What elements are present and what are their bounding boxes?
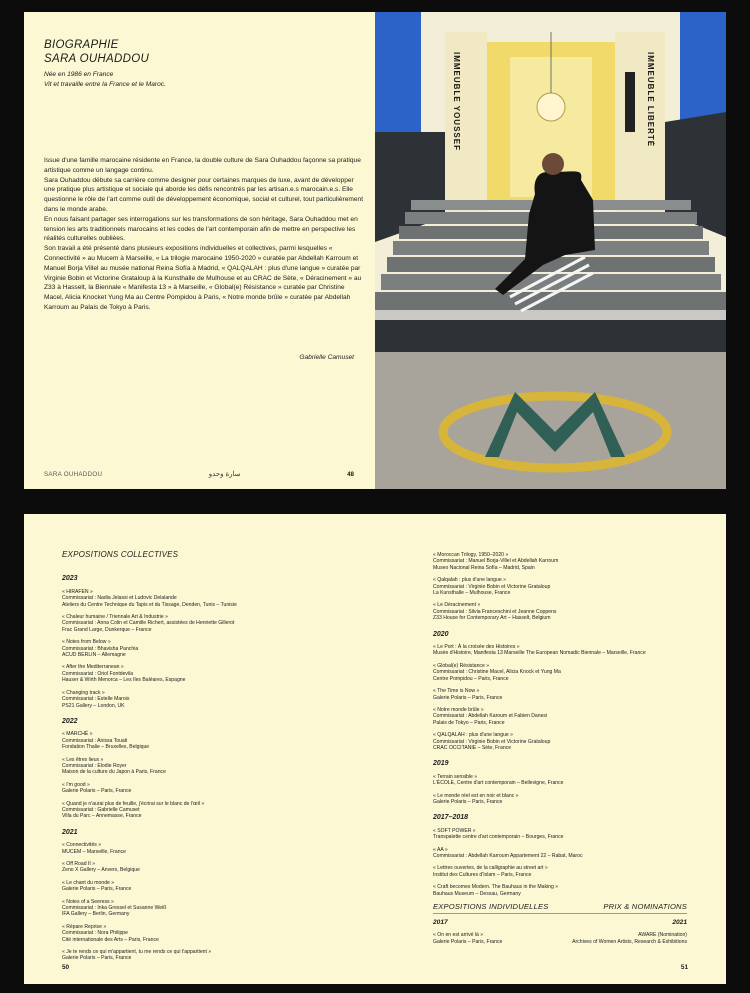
entry-title: « Notre monde brûle » [433, 706, 484, 713]
year-heading: 2017–2018 [433, 814, 469, 822]
collective-right-column [433, 552, 733, 903]
entry-line: ACUD BERLIN – Allemagne [62, 652, 126, 659]
entry-title: « Le monde réel est en noir et blanc » [433, 792, 519, 799]
entry-title: « MARCHÉ » [62, 731, 93, 738]
year-heading: 2022 [62, 717, 78, 725]
exhibition-entry [62, 949, 362, 962]
exhibition-entry [62, 880, 362, 893]
biography-spread [24, 12, 726, 489]
exhibition-entry [62, 842, 362, 855]
prize-title: AWARE (Nomination) [638, 932, 687, 939]
entry-title: « After the Mediterranean » [62, 664, 124, 671]
entry-line: Institut des Cultures d'Islam – Paris, France [433, 871, 532, 878]
exhibition-entry [433, 577, 733, 596]
entry-line: Galerie Polaris – Paris, France [433, 938, 503, 945]
exhibition-entry [433, 793, 733, 806]
entry-title: « The Time is Now » [433, 688, 480, 695]
exhibition-entry [433, 707, 733, 726]
entry-line: Galerie Polaris – Paris, France [62, 886, 132, 893]
prize-line: Archives of Women Artists, Research & Exhibitions [572, 938, 687, 945]
residence-line: Vit et travaille entre la France et le Maroc. [44, 81, 166, 88]
exhibition-entry [433, 828, 733, 841]
entry-title: « Le chant du monde » [62, 879, 115, 886]
exhibition-entry [433, 732, 733, 751]
entry-line: Commissariat : Virginie Bobin et Victorine Grataloup [433, 583, 551, 590]
entry-line: Commissariat : Manuel Borja-Villel et Abdellah Karroum [433, 558, 559, 565]
exhibition-entry [433, 552, 733, 571]
exhibition-entry [62, 757, 362, 776]
entry-line: Commissariat : Nadia Jelassi et Ludovic Delalande [62, 595, 177, 602]
entry-title: « Répare Reprise » [62, 923, 107, 930]
entry-line: Zeno X Gallery – Anvers, Belgique [62, 867, 140, 874]
entry-title: « Je te rends ce qui m'appartient, tu me rends ce qui t'appartient » [62, 949, 212, 956]
page-number-left: 50 [62, 964, 70, 971]
exhibition-entry [433, 884, 733, 897]
entry-line: Commissariat : Oriol Fontdevila [62, 670, 134, 677]
exhibition-entry [433, 774, 733, 787]
artist-info [44, 70, 166, 90]
entry-title: « Le Déracinement » [433, 602, 481, 609]
entry-title: « Quand je n'aurai plus de feuille, j'écrirai sur le blanc de l'œil » [62, 800, 205, 807]
entry-title: « Qalqalah : plus d'une langue » [433, 577, 506, 584]
entry-line: PS21 Gallery – London, UK [62, 702, 125, 709]
exhibition-entry [62, 782, 362, 795]
entry-line: Fondation Thalie – Bruxelles, Belgique [62, 744, 150, 751]
individual-and-prizes-content [433, 920, 687, 945]
entry-line: Commissariat : Silvia Franceschini et Jeanne Coppens [433, 608, 557, 615]
page-footer [44, 470, 354, 478]
bio-paragraph: Sara Ouhaddou débute sa carrière comme designer pour certaines marques de luxe, avant de développer une pratique plus artistique et sociale qui aborde les défis rencontrés par les artisan.e.s marocain.e.s. Elle questionne le rôle de l'art comme outil de développement économique, social et culturel, tout particulièrement dans le monde arabe. [44, 176, 364, 213]
entry-title: « Global(e) Résistance » [433, 662, 490, 669]
entry-line: Commissariat : Nora Philippe [62, 930, 128, 937]
entry-line: Museo Nacional Reina Sofía – Madrid, Spain [433, 564, 535, 571]
biography-heading: BIOGRAPHIE [44, 39, 119, 51]
exhibition-entry [433, 865, 733, 878]
entry-line: Galerie Polaris – Paris, France [433, 798, 503, 805]
entry-line: Palais de Tokyo – Paris, France [433, 719, 505, 726]
bio-paragraph: En nous faisant partager ses interrogations sur les transformations de son héritage, Sara Ouhaddou met en tension les arts traditionnels marocains et les codes de l'art contemporain afin de mettre en perspective les réalités culturelles oubliées. [44, 215, 358, 243]
footer-artist-name: SARA OUHADDOU [44, 470, 103, 478]
page-number: 48 [347, 470, 354, 478]
entry-title: « QALQALAH : plus d'une langue » [433, 732, 513, 739]
exhibition-entry [62, 924, 362, 943]
entry-line: Maison de la culture du Japon à Paris, France [62, 769, 166, 776]
entry-title: « Les êtres lieux » [62, 756, 104, 763]
entry-line: Commissariat : Gabrielle Camuset [62, 806, 140, 813]
year-heading: 2019 [433, 760, 449, 768]
entry-line: Hauser & Wirth Menorca – Les îles Baléares, Espagne [62, 677, 186, 684]
entry-line: Centre Pompidou – Paris, France [433, 675, 509, 682]
entry-line: IFA Gallery – Berlin, Germany [62, 911, 130, 918]
exhibition-entry [62, 589, 362, 608]
entry-line: Commissariat : Virginie Bobin et Victorine Grataloup [433, 738, 551, 745]
entry-title: « On en est arrivé là » [433, 932, 484, 939]
exhibition-entry [433, 602, 733, 621]
entry-line: Galerie Polaris – Paris, France [62, 788, 132, 795]
entry-title: « Notes from Below » [62, 639, 111, 646]
entry-line: Musée d'Histoire, Manifesta 13 Marseille The European Nomadic Biennale – Marseille, France [433, 650, 646, 657]
entry-line: Commissariat : Elodie Royer [62, 762, 127, 769]
prizes-list [572, 920, 687, 945]
entry-line: CRAC OCCITANIE – Sète, France [433, 744, 512, 751]
entry-title: « Lettres ouvertes, de la calligraphie au street art » [433, 865, 548, 872]
year-heading: 2017 [433, 919, 448, 926]
entry-line: Commissariat : Anna Colin et Camille Richert, assistées de Henriette Gillerot [62, 620, 235, 627]
exhibition-entry [62, 801, 362, 820]
footer-arabic-name: سارة وحدو [208, 471, 241, 478]
entry-line: Galerie Polaris – Paris, France [62, 955, 132, 962]
birth-line: Née en 1986 en France [44, 71, 114, 78]
biography-title [44, 38, 149, 66]
entry-title: « SOFT POWER » [433, 827, 476, 834]
collective-left-column [62, 552, 362, 968]
entry-line: Commissariat : Estelle Marois [62, 696, 130, 703]
individual-exhibitions-heading: EXPOSITIONS INDIVIDUELLES [433, 902, 549, 911]
entry-line: Galerie Polaris – Paris, France [433, 694, 503, 701]
entry-title: « Moroccan Trilogy, 1950–2020 » [433, 552, 509, 558]
exhibition-entry [62, 899, 362, 918]
entry-title: « Connectivités » [62, 842, 102, 849]
sign-right: IMMEUBLE LIBERTÉ [646, 52, 655, 148]
collective-exhibitions-heading: EXPOSITIONS COLLECTIVES [62, 550, 179, 559]
entry-line: Bauhaus Museum – Dessau, Germany [433, 890, 521, 897]
individual-exhibitions-list [433, 920, 502, 945]
entry-title: « I'm good » [62, 781, 90, 788]
entry-title: « Le Port : À la croisée des Histoires » [433, 644, 520, 651]
exhibition-entry [433, 644, 733, 657]
entry-title: « HIRAFEN » [62, 588, 93, 595]
page-number-right: 51 [680, 964, 688, 971]
author-signature: Gabrielle Camuset [299, 354, 354, 361]
entry-title: « Off Road II » [62, 861, 96, 867]
year-heading: 2020 [433, 630, 449, 638]
entry-line: Commissariat : Christine Macel, Alicia Knock et Yung Ma [433, 669, 561, 676]
sign-left: IMMEUBLE YOUSSEF [452, 52, 461, 151]
entry-title: « Notes of a Seeress » [62, 898, 114, 905]
artist-photo [375, 12, 726, 489]
staircase-photo-illustration [375, 12, 726, 489]
entry-line: Commissariat : Abdellah Karoum et Fabien Danesi [433, 713, 548, 720]
exhibitions-spread [24, 514, 726, 984]
entry-title: « Terrain sensible » [433, 773, 478, 780]
entry-line: Commissariat : Abdellah Karroum Appartement 22 – Rabat, Maroc [433, 853, 583, 859]
entry-line: MUCEM – Marseille, France [62, 848, 126, 855]
exhibition-entry [62, 861, 362, 874]
entry-line: Commissariat : Inka Gressel et Susanne Weiß [62, 905, 167, 912]
exhibition-entry [433, 847, 733, 860]
entry-line: L'ÉCOLE, Centre d'art contemporain – Bellevigne, France [433, 780, 564, 787]
year-heading: 2023 [62, 575, 78, 583]
individual-and-prizes [433, 902, 687, 945]
entry-title: « Changing track » [62, 689, 105, 696]
exhibition-entry [433, 688, 733, 701]
biography-text [44, 156, 364, 313]
entry-line: La Kunsthalle – Mulhouse, France [433, 590, 511, 597]
entry-title: « Chaleur humaine / Triennale Art & Industrie » [62, 614, 168, 621]
entry-line: Frac Grand Large, Dunkerque – France [62, 626, 152, 633]
prizes-heading: PRIX & NOMINATIONS [603, 902, 687, 911]
bio-paragraph: Issue d'une famille marocaine résidente en France, la double culture de Sara Ouhaddou façonne sa pratique artistique comme un langage continu. [44, 157, 361, 174]
artist-name-heading: SARA OUHADDOU [44, 53, 150, 65]
entry-line: Commissariat : Bhavisha Panchia [62, 645, 139, 652]
year-heading: 2021 [672, 919, 687, 926]
entry-line: Villa du Parc – Annemasse, France [62, 813, 142, 820]
entry-line: Transpalette centre d'art contemporain – Bourges, France [433, 834, 564, 841]
bio-paragraph: Son travail a été présenté dans plusieurs expositions individuelles et collectives, parmi lesquelles « Connectivité » au Mucem à Marseille, « La trilogie marocaine 1950-2020 » curatée par Abdellah Karroum et Manuel Borja Villel au musée national Reina Sofía à Madrid, « QALQALAH : plus d'une langue » curatée par Virginie Bobin et Victorine Grataloup à la Kunsthalle de Mulhouse et au CRAC de Sète, « Déracinement » au Z33 à Hasselt, la Biennale « Manifesta 13 » à Marseille, « Global(e) Résistance » curatée par Christine Macel, Alicia Knocket Yung Ma au Centre Pompidou à Paris, « Notre monde brûle » curatée par Abdellah Karroum au Palais de Tokyo à Paris. [44, 245, 362, 311]
entry-line: Commissariat : Anissa Touati [62, 737, 128, 744]
entry-line: Z33 House for Contemporary Art – Hasselt, Belgium [433, 615, 551, 622]
exhibition-entry [62, 639, 362, 658]
exhibition-entry [62, 731, 362, 750]
section-headings-row [433, 902, 687, 914]
entry-line: Cité internationale des Arts – Paris, France [62, 936, 159, 943]
entry-title: « AA » [433, 846, 448, 853]
exhibition-entry [62, 614, 362, 633]
year-heading: 2021 [62, 828, 78, 836]
exhibition-entry [62, 664, 362, 683]
entry-title: « Craft becomes Modern. The Bauhaus in the Making » [433, 884, 559, 891]
exhibition-entry [62, 690, 362, 709]
exhibition-entry [433, 663, 733, 682]
entry-line: Ateliers du Centre Technique du Tapis et du Tissage, Denden, Tunis – Tunisie [62, 601, 237, 608]
